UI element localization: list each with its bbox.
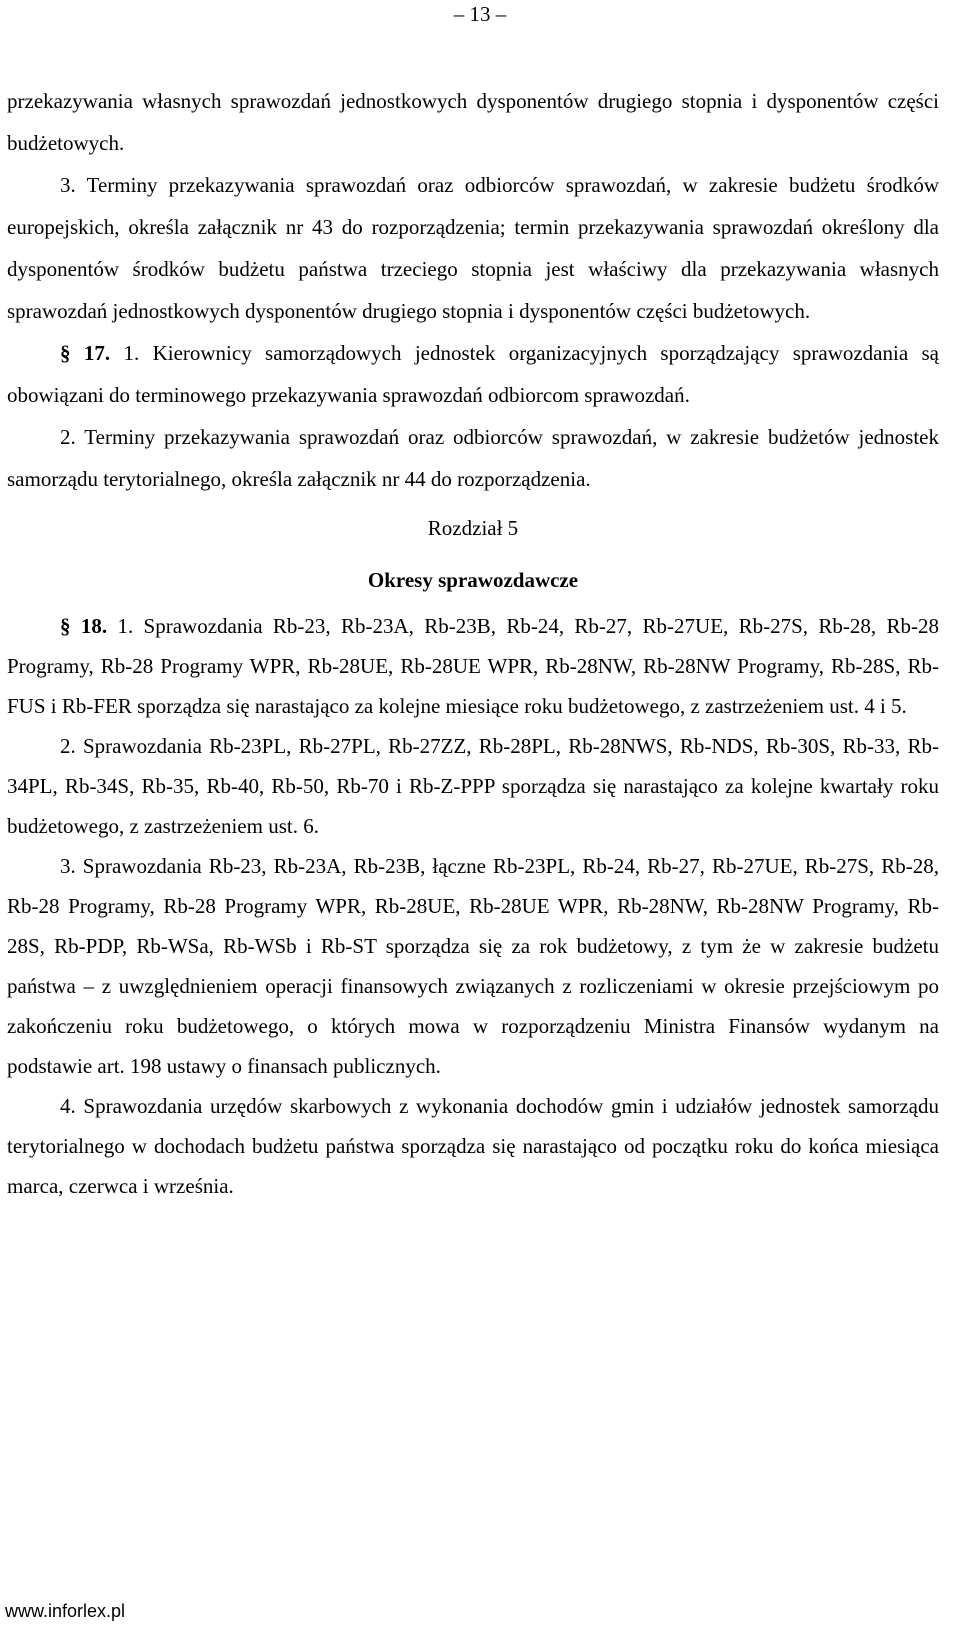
paragraph-text: 1. Kierownicy samorządowych jednostek organizacyjnych sporządzający sprawozdania są obowiązani do terminowego przekazywania sprawozdań odbiorcom sprawozdań.: [7, 341, 939, 407]
paragraph-text: 1. Sprawozdania Rb-23, Rb-23A, Rb-23B, Rb-24, Rb-27, Rb-27UE, Rb-27S, Rb-28, Rb-28 Programy, Rb-28 Programy WPR, Rb-28UE, Rb-28UE WPR, Rb-28NW, Rb-28NW Programy, Rb-28S, Rb-FUS i Rb-FER sporządza się narastająco za kolejne miesiące roku budżetowego, z zastrzeżeniem ust. 4 i 5.: [7, 614, 939, 718]
footer-website: www.inforlex.pl: [5, 1601, 126, 1621]
chapter-label: Rozdział 5: [427, 516, 519, 540]
paragraph: [7, 606, 939, 726]
paragraph: 2. Terminy przekazywania sprawozdań oraz odbiorców sprawozdań, w zakresie budżetów jednostek samorządu terytorialnego, określa załącznik nr 44 do rozporządzenia.: [7, 425, 939, 491]
paragraph: 3. Sprawozdania Rb-23, Rb-23A, Rb-23B, łączne Rb-23PL, Rb-24, Rb-27, Rb-27UE, Rb-27S, Rb-28, Rb-28 Programy, Rb-28 Programy WPR, Rb-28UE, Rb-28UE WPR, Rb-28NW, Rb-28NW Programy, Rb-28S, Rb-PDP, Rb-WSa, Rb-WSb i Rb-ST sporządza się za rok budżetowy, z tym że w zakresie budżetu państwa – z uwzględnieniem operacji finansowych związanych z rozliczeniami w okresie przejściowym po zakończeniu roku budżetowego, o których mowa w rozporządzeniu Ministra Finansów wydanym na podstawie art. 198 ustawy o finansach publicznych.: [7, 854, 939, 1078]
paragraph: 3. Terminy przekazywania sprawozdań oraz odbiorców sprawozdań, w zakresie budżetu środków europejskich, określa załącznik nr 43 do rozporządzenia; termin przekazywania sprawozdań określony dla dysponentów środków budżetu państwa trzeciego stopnia jest właściwy dla przekazywania własnych sprawozdań jednostkowych dysponentów drugiego stopnia i dysponentów części budżetowych.: [7, 173, 939, 323]
page-number: – 13 –: [453, 2, 507, 26]
paragraph: 2. Sprawozdania Rb-23PL, Rb-27PL, Rb-27ZZ, Rb-28PL, Rb-28NWS, Rb-NDS, Rb-30S, Rb-33, Rb-34PL, Rb-34S, Rb-35, Rb-40, Rb-50, Rb-70 i Rb-Z-PPP sporządza się narastająco za kolejne kwartały roku budżetowego, z zastrzeżeniem ust. 6.: [7, 734, 939, 838]
section-number: § 18.: [60, 614, 108, 638]
paragraph: [7, 332, 939, 416]
chapter-title: Okresy sprawozdawcze: [367, 568, 579, 592]
paragraph: 4. Sprawozdania urzędów skarbowych z wykonania dochodów gmin i udziałów jednostek samorządu terytorialnego w dochodach budżetu państwa sporządza się narastająco od początku roku do końca miesiąca marca, czerwca i września.: [7, 1094, 939, 1198]
section-number: § 17.: [60, 341, 111, 365]
paragraph: przekazywania własnych sprawozdań jednostkowych dysponentów drugiego stopnia i dysponentów części budżetowych.: [7, 89, 939, 155]
document-body: [7, 80, 939, 1206]
